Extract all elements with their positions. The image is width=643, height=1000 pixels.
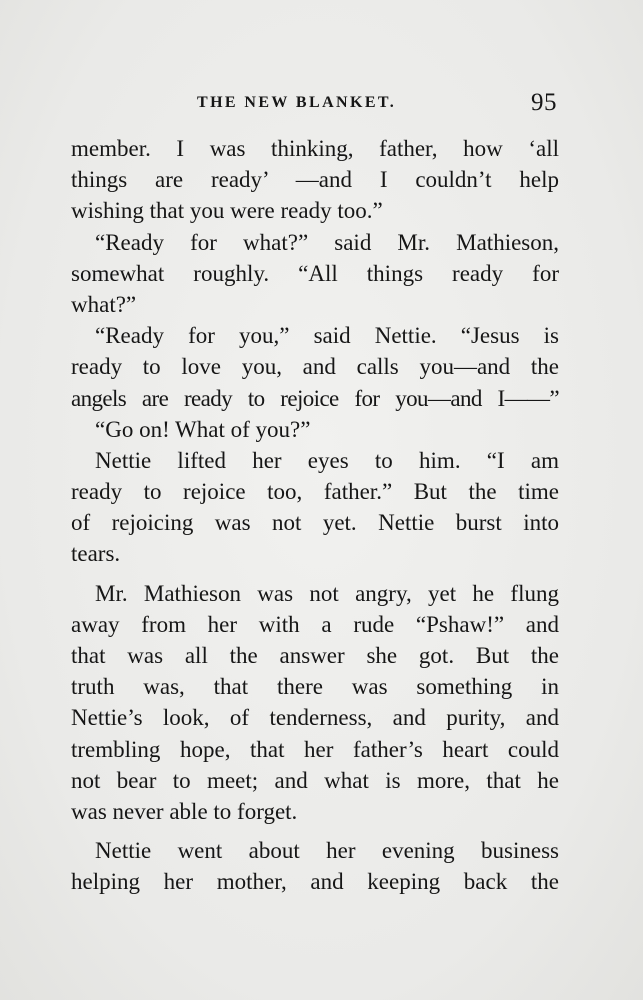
text-line: what?”: [71, 291, 137, 317]
text-line: was never able to forget.: [71, 798, 298, 824]
text-line: “Ready for what?” said Mr. Mathieson,: [95, 229, 559, 255]
text-line: ready to love you, and calls you—and the: [71, 354, 559, 380]
text-line: things are ready’ —and I couldn’t help: [71, 167, 559, 193]
paragraph-gap: [71, 827, 559, 835]
text-line: Nettie’s look, of tenderness, and purity, and: [71, 705, 559, 731]
text-line: Nettie went about her evening business: [95, 838, 559, 864]
page-number: 95: [531, 89, 557, 116]
text-line: “Go on! What of you?”: [95, 416, 311, 442]
text-line: not bear to meet; and what is more, that he: [71, 767, 559, 793]
text-line: of rejoicing was not yet. Nettie burst into: [71, 510, 559, 536]
text-line: tears.: [71, 541, 121, 567]
text-line: helping her mother, and keeping back the: [71, 869, 559, 895]
text-line: somewhat roughly. “All things ready for: [71, 260, 559, 286]
text-line: member. I was thinking, father, how ‘all: [71, 136, 559, 161]
text-line: truth was, that there was something in: [71, 674, 559, 700]
body-text: [71, 133, 559, 898]
page-header: [0, 89, 643, 122]
text-line: wishing that you were ready too.”: [71, 198, 383, 224]
running-head: THE NEW BLANKET.: [197, 94, 397, 111]
text-line: angels are ready to rejoice for you—and I——”: [71, 385, 559, 411]
text-line: Mr. Mathieson was not angry, yet he flung: [95, 580, 559, 606]
text-line: that was all the answer she got. But the: [71, 643, 559, 668]
text-line: “Ready for you,” said Nettie. “Jesus is: [95, 323, 559, 349]
text-line: trembling hope, that her father’s heart could: [71, 736, 559, 762]
paragraph-gap: [71, 570, 559, 578]
text-line: Nettie lifted her eyes to him. “I am: [95, 447, 559, 473]
text-line: ready to rejoice too, father.” But the time: [71, 479, 559, 505]
text-line: away from her with a rude “Pshaw!” and: [71, 611, 559, 637]
